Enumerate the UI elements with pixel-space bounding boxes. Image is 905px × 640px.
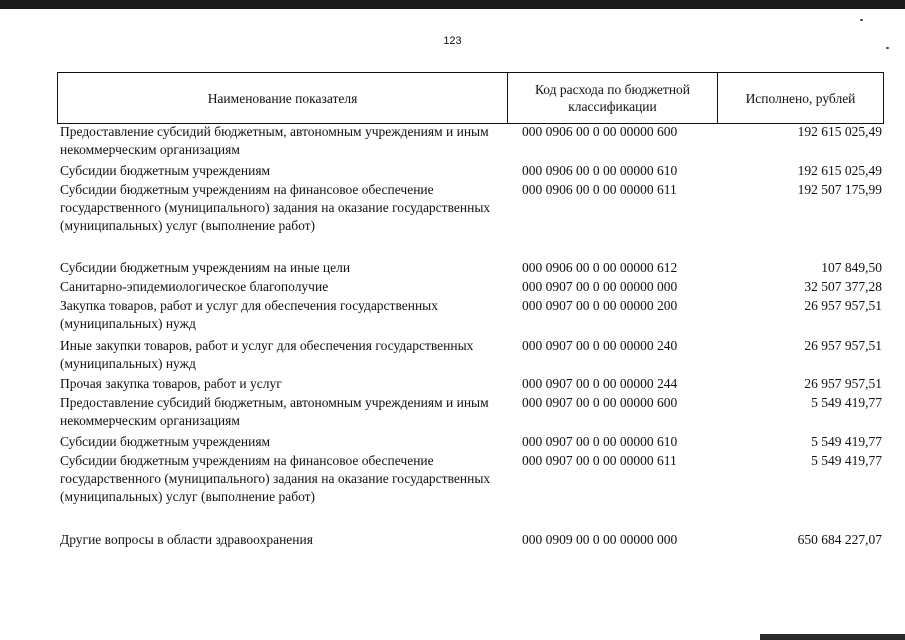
row-amount: 192 615 025,49 bbox=[797, 124, 882, 139]
row-name: Предоставление субсидий бюджетным, автономным учреждениям и иным некоммерческим организациям bbox=[60, 124, 489, 157]
row-amount: 26 957 957,51 bbox=[804, 298, 882, 313]
row-name: Прочая закупка товаров, работ и услуг bbox=[60, 376, 282, 391]
row-name: Субсидии бюджетным учреждениям на финансовое обеспечение государственного (муниципального) задания на оказание государственных (муниципальных) услуг (выполнение работ) bbox=[60, 182, 491, 233]
row-code: 000 0907 00 0 00 00000 611 bbox=[522, 453, 677, 468]
row-code: 000 0906 00 0 00 00000 612 bbox=[522, 260, 678, 275]
row-amount: 650 684 227,07 bbox=[797, 532, 882, 547]
row-name: Другие вопросы в области здравоохранения bbox=[60, 532, 313, 547]
scan-border-bottom bbox=[760, 634, 905, 640]
row-name: Субсидии бюджетным учреждениям на иные цели bbox=[60, 260, 351, 275]
row-amount: 192 615 025,49 bbox=[797, 163, 882, 178]
row-name: Санитарно-эпидемиологическое благополучие bbox=[60, 279, 329, 294]
row-amount: 107 849,50 bbox=[821, 260, 882, 275]
row-code: 000 0909 00 0 00 00000 000 bbox=[522, 532, 678, 547]
scan-speck bbox=[860, 19, 863, 21]
row-amount: 5 549 419,77 bbox=[811, 395, 882, 410]
row-code: 000 0907 00 0 00 00000 200 bbox=[522, 298, 678, 313]
row-code: 000 0906 00 0 00 00000 600 bbox=[522, 124, 678, 139]
row-name: Субсидии бюджетным учреждениям bbox=[60, 434, 271, 449]
header-code: Код расхода по бюджетной классификации bbox=[508, 73, 718, 123]
row-name: Иные закупки товаров, работ и услуг для обеспечения государственных (муниципальных) нужд bbox=[60, 338, 474, 371]
header-name: Наименование показателя bbox=[58, 73, 508, 123]
page-number: 123 bbox=[443, 35, 462, 47]
row-name: Субсидии бюджетным учреждениям bbox=[60, 163, 271, 178]
table-header bbox=[57, 72, 884, 124]
row-code: 000 0906 00 0 00 00000 611 bbox=[522, 182, 677, 197]
row-name: Предоставление субсидий бюджетным, автономным учреждениям и иным некоммерческим организациям bbox=[60, 395, 489, 428]
row-code: 000 0907 00 0 00 00000 000 bbox=[522, 279, 678, 294]
row-code: 000 0907 00 0 00 00000 244 bbox=[522, 376, 678, 391]
row-name: Субсидии бюджетным учреждениям на финансовое обеспечение государственного (муниципального) задания на оказание государственных (муниципальных) услуг (выполнение работ) bbox=[60, 453, 491, 504]
scan-border-top bbox=[0, 0, 905, 9]
row-code: 000 0906 00 0 00 00000 610 bbox=[522, 163, 678, 178]
row-amount: 32 507 377,28 bbox=[804, 279, 882, 294]
row-amount: 26 957 957,51 bbox=[804, 338, 882, 353]
row-code: 000 0907 00 0 00 00000 240 bbox=[522, 338, 678, 353]
header-amount: Исполнено, рублей bbox=[745, 90, 856, 106]
row-code: 000 0907 00 0 00 00000 600 bbox=[522, 395, 678, 410]
row-name: Закупка товаров, работ и услуг для обеспечения государственных (муниципальных) нужд bbox=[60, 298, 439, 331]
row-amount: 26 957 957,51 bbox=[804, 376, 882, 391]
row-amount: 5 549 419,77 bbox=[811, 434, 882, 449]
row-amount: 5 549 419,77 bbox=[811, 453, 882, 468]
scan-speck bbox=[886, 47, 889, 49]
row-amount: 192 507 175,99 bbox=[797, 182, 882, 197]
row-code: 000 0907 00 0 00 00000 610 bbox=[522, 434, 678, 449]
